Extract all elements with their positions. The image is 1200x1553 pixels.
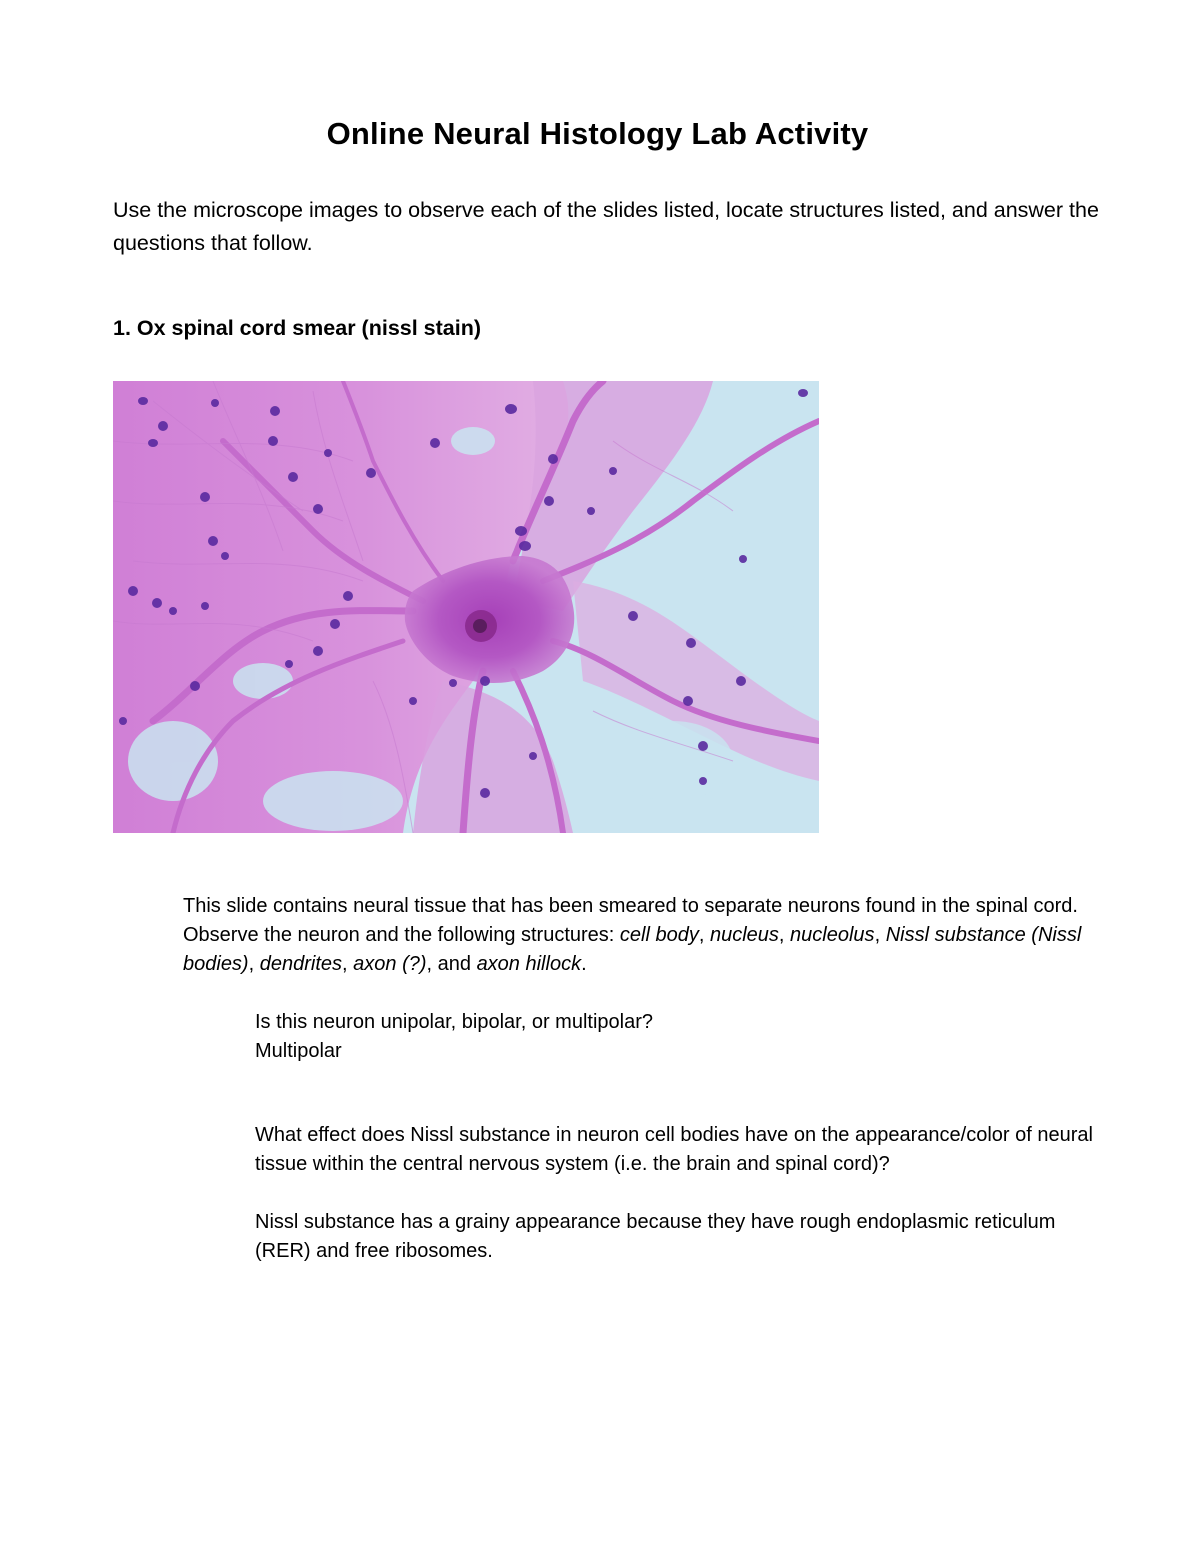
term-axon: axon (?) xyxy=(353,953,427,975)
separator: , xyxy=(698,924,710,946)
answer-2: Nissl substance has a grainy appearance because they have rough endoplasmic reticulum (RER) and free ribosomes. xyxy=(255,1211,1056,1262)
answer-1: Multipolar xyxy=(255,1040,342,1062)
term-axon-hillock: axon hillock xyxy=(476,953,582,975)
slide-description xyxy=(183,892,1083,979)
neuron-micrograph-image xyxy=(113,381,819,833)
term-nucleolus: nucleolus xyxy=(790,924,875,946)
neuron-nucleolus xyxy=(473,619,487,633)
term-dendrites: dendrites xyxy=(259,953,343,975)
separator: , and xyxy=(426,953,477,975)
question-1: Is this neuron unipolar, bipolar, or multipolar? xyxy=(255,1011,654,1033)
separator: , xyxy=(874,924,886,946)
sentence-end: . xyxy=(581,953,587,975)
term-nissl-substance: Nissl substance (Nissl bodies) xyxy=(183,924,1082,975)
separator: , xyxy=(778,924,791,946)
separator: , xyxy=(342,953,354,975)
intro-text: Use the microscope images to observe each of the slides listed, locate structures listed, and answer the questions that follow. xyxy=(113,198,1099,255)
question-2: What effect does Nissl substance in neuron cell bodies have on the appearance/color of neural tissue within the central nervous system (i.e. the brain and spinal cord)? xyxy=(255,1124,1093,1175)
separator: , xyxy=(248,953,260,975)
description-text: This slide contains neural tissue that has been smeared to separate neurons found in the spinal cord. Observe the neuron and the following structures: xyxy=(183,895,1078,946)
page-title: Online Neural Histology Lab Activity xyxy=(326,116,869,151)
section-heading: 1. Ox spinal cord smear (nissl stain) xyxy=(113,316,482,340)
term-cell-body: cell body xyxy=(619,924,699,946)
term-nucleus: nucleus xyxy=(709,924,779,946)
